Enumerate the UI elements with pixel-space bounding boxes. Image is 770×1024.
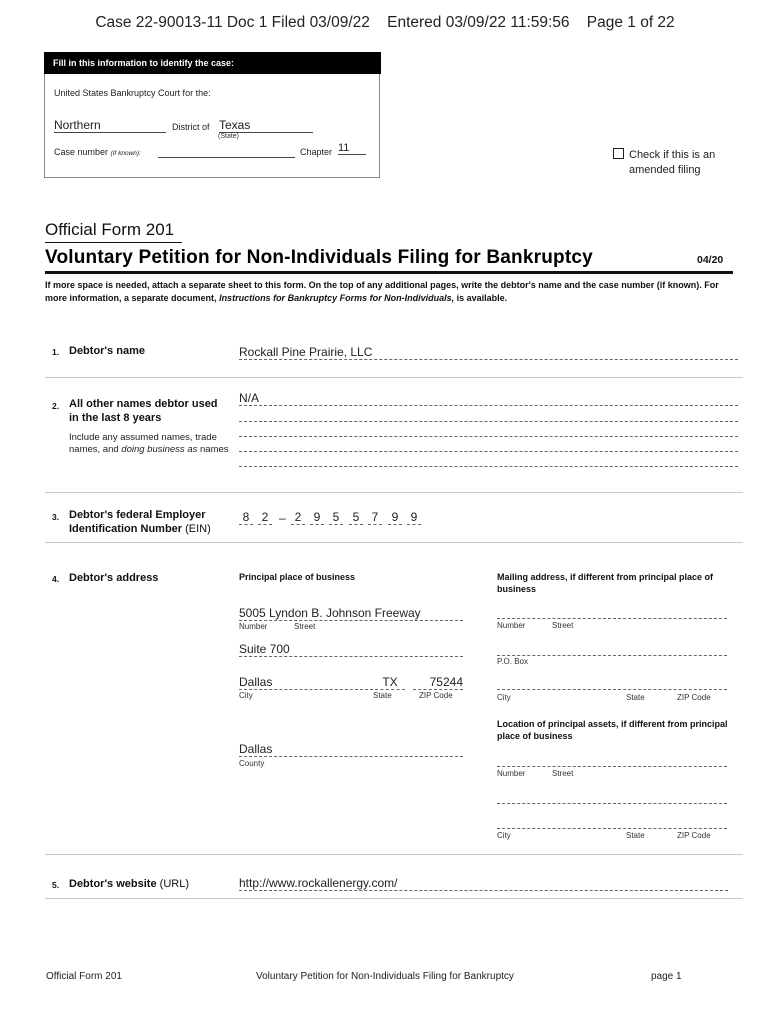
q2-instructions xyxy=(69,432,229,456)
form-instructions xyxy=(45,279,735,305)
caption-city: City xyxy=(497,693,511,702)
other-names-line[interactable] xyxy=(239,454,738,467)
ein-dash: – xyxy=(279,511,286,525)
principal-street2-field[interactable]: Suite 700 xyxy=(239,642,463,657)
case-number-hint: (If known): xyxy=(110,150,141,157)
principal-place-heading: Principal place of business xyxy=(239,572,356,582)
q5-label-text: Debtor's website xyxy=(69,878,157,890)
caption-number: Number xyxy=(497,769,526,778)
q3-label-text: Debtor's federal Employer Identification Number xyxy=(69,509,206,535)
caption-zip: ZIP Code xyxy=(419,691,453,700)
caption-street: Street xyxy=(552,621,574,630)
q3-label-suffix: (EIN) xyxy=(185,523,211,535)
form-version: 04/20 xyxy=(697,254,724,266)
caption-number: Number xyxy=(239,622,268,631)
instructions-text: If more space is needed, attach a separate sheet to this form. On the top of any additional pages, write the debtor's name and the case number (if known). For more information, a separate document, xyxy=(45,280,719,303)
mailing-address-heading: Mailing address, if different from principal place of business xyxy=(497,572,714,594)
mailing-street-field[interactable] xyxy=(497,606,727,619)
other-names-line[interactable] xyxy=(239,424,738,437)
ein-digit[interactable]: 9 xyxy=(388,510,402,525)
instructions-text-end: is available. xyxy=(456,293,508,303)
district-label: District of xyxy=(172,122,210,132)
instructions-document-name: Instructions for Bankruptcy Forms for Non-Individuals, xyxy=(219,293,455,303)
court-label: United States Bankruptcy Court for the: xyxy=(54,88,211,98)
footer-page-number: page 1 xyxy=(651,971,682,982)
principal-city-field[interactable]: Dallas xyxy=(239,675,373,690)
caption-city: City xyxy=(497,831,511,840)
caption-po-box: P.O. Box xyxy=(497,657,528,666)
website-field[interactable]: http://www.rockallenergy.com/ xyxy=(239,876,728,891)
q2-number: 2. xyxy=(52,401,60,411)
q1-number: 1. xyxy=(52,347,60,357)
q3-number: 3. xyxy=(52,512,60,522)
divider xyxy=(45,542,743,543)
caption-county: County xyxy=(239,759,265,768)
q2-label: All other names debtor used in the last 8 years xyxy=(69,398,218,424)
footer-form-number: Official Form 201 xyxy=(46,971,122,982)
caption-state: State xyxy=(626,693,645,702)
caption-street: Street xyxy=(294,622,316,631)
chapter-label: Chapter xyxy=(300,147,333,157)
district-field[interactable]: Northern xyxy=(54,118,166,133)
principal-street-field[interactable]: 5005 Lyndon B. Johnson Freeway xyxy=(239,606,463,621)
divider xyxy=(45,492,743,493)
court-filing-header: Case 22-90013-11 Doc 1 Filed 03/09/22 Entered 03/09/22 11:59:56 Page 1 of 22 xyxy=(95,14,675,31)
case-number-field[interactable] xyxy=(158,146,295,158)
q5-number: 5. xyxy=(52,880,60,890)
caption-zip: ZIP Code xyxy=(677,693,711,702)
q1-label: Debtor's name xyxy=(69,345,145,357)
footer-form-title: Voluntary Petition for Non-Individuals Filing for Bankruptcy xyxy=(256,971,514,982)
assets-street-field[interactable] xyxy=(497,754,727,767)
amended-filing-label: Check if this is an amended filing xyxy=(629,149,716,176)
mailing-city-field[interactable] xyxy=(497,677,727,690)
divider xyxy=(45,854,743,855)
q2-instructions-text: Include any assumed names, trade names, and xyxy=(69,432,217,455)
ein-digit[interactable]: 8 xyxy=(239,510,253,525)
q4-number: 4. xyxy=(52,574,60,584)
ein-digit[interactable]: 5 xyxy=(329,510,343,525)
other-names-line[interactable] xyxy=(239,439,738,452)
caption-state: State xyxy=(626,831,645,840)
chapter-field[interactable]: 11 xyxy=(338,142,366,155)
divider xyxy=(45,377,743,378)
assets-city-field[interactable] xyxy=(497,816,727,829)
form-title: Voluntary Petition for Non-Individuals Filing for Bankruptcy xyxy=(45,247,593,268)
assets-street2-field[interactable] xyxy=(497,791,727,804)
title-rule xyxy=(45,271,733,274)
principal-zip-field[interactable]: 75244 xyxy=(413,675,463,690)
q2-instructions-end: names xyxy=(200,444,229,455)
ein-digit[interactable]: 2 xyxy=(291,510,305,525)
principal-county-field[interactable]: Dallas xyxy=(239,742,463,757)
other-names-line[interactable] xyxy=(239,409,738,422)
divider xyxy=(45,898,743,899)
caption-number: Number xyxy=(497,621,526,630)
q5-label xyxy=(69,877,189,891)
state-caption: (State) xyxy=(218,133,240,140)
caption-street: Street xyxy=(552,769,574,778)
caption-zip: ZIP Code xyxy=(677,831,711,840)
debtor-name-field[interactable]: Rockall Pine Prairie, LLC xyxy=(239,345,738,360)
ein-digit[interactable]: 2 xyxy=(258,510,272,525)
ein-digit[interactable]: 7 xyxy=(368,510,382,525)
principal-assets-heading: Location of principal assets, if different from principal place of business xyxy=(497,719,728,741)
mailing-pobox-field[interactable] xyxy=(497,643,727,656)
ein-digit[interactable]: 9 xyxy=(407,510,421,525)
case-number-label-group xyxy=(54,147,141,157)
q2-instructions-italic: doing business as xyxy=(121,444,198,455)
other-names-field[interactable]: N/A xyxy=(239,391,738,406)
caption-state: State xyxy=(373,691,392,700)
caption-city: City xyxy=(239,691,253,700)
principal-state-field[interactable]: TX xyxy=(375,675,405,690)
ein-digit[interactable]: 5 xyxy=(349,510,363,525)
state-field[interactable]: Texas xyxy=(219,118,313,133)
q5-label-suffix: (URL) xyxy=(159,878,189,890)
amended-filing-checkbox[interactable] xyxy=(613,148,624,159)
form-number: Official Form 201 xyxy=(45,220,182,243)
case-number-label: Case number xyxy=(54,147,109,157)
ein-digit[interactable]: 9 xyxy=(310,510,324,525)
q3-label xyxy=(69,508,229,536)
case-identification-title: Fill in this information to identify the case: xyxy=(44,52,381,74)
q4-label: Debtor's address xyxy=(69,572,159,584)
